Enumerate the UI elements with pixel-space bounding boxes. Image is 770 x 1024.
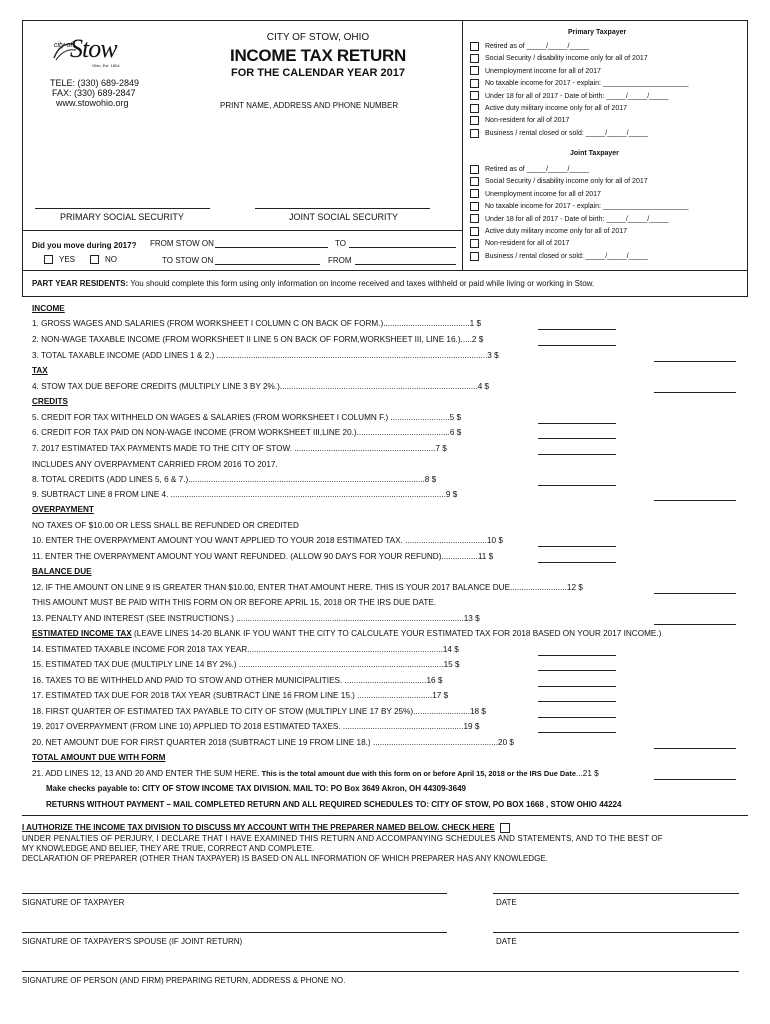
primary-option[interactable]	[470, 128, 689, 140]
option-label: No taxable income for 2017 - explain: ______________________	[485, 80, 689, 88]
line-11: 11. ENTER THE OVERPAYMENT AMOUNT YOU WANT REFUNDED. (ALLOW 90 DAYS FOR YOUR REFUND)................11 $	[32, 552, 494, 561]
primary-ssn-line[interactable]	[35, 208, 210, 209]
line-20-amount[interactable]	[654, 748, 736, 749]
to-stow-label: TO STOW ON	[162, 256, 214, 265]
line-18: 18. FIRST QUARTER OF ESTIMATED TAX PAYABLE TO CITY OF STOW (MULTIPLY LINE 17 BY 25%).........................18 $	[32, 707, 486, 716]
option-label: Under 18 for all of 2017 - Date of birth: _____/_____/_____	[485, 215, 669, 223]
line-21-due-note: This is the total amount due with this form on or before April 15, 2018 or the IRS Due Date	[261, 769, 576, 778]
frame-part-year-bottom	[22, 296, 748, 297]
no-label: NO	[105, 255, 117, 264]
option-label: No taxable income for 2017 - explain: ______________________	[485, 203, 689, 211]
authorize-row	[22, 823, 516, 833]
joint-option[interactable]	[470, 214, 689, 226]
logo-tagline: Ohio, Est. 1804	[92, 63, 120, 68]
primary-taxpayer-heading: Primary Taxpayer	[568, 29, 627, 36]
joint-option[interactable]	[470, 164, 689, 176]
line-20: 20. NET AMOUNT DUE FOR FIRST QUARTER 2018 (SUBTRACT LINE 19 FROM LINE 18.) .......................................................20 $	[32, 738, 514, 747]
frame-mid	[22, 270, 748, 271]
line-12-amount[interactable]	[654, 593, 736, 594]
checkbox[interactable]	[470, 165, 479, 174]
checkbox[interactable]	[470, 239, 479, 248]
spouse-signature-line[interactable]	[22, 932, 447, 933]
line-14-amount[interactable]	[538, 655, 616, 656]
joint-option[interactable]	[470, 226, 689, 238]
yes-checkbox[interactable]	[44, 255, 53, 264]
checkbox[interactable]	[470, 54, 479, 63]
line-17-amount[interactable]	[538, 701, 616, 702]
option-label: Unemployment income for all of 2017	[485, 190, 601, 198]
checkbox[interactable]	[470, 129, 479, 138]
preparer-signature-line[interactable]	[22, 971, 739, 972]
logo-name: Stow	[70, 34, 117, 63]
line-1: 1. GROSS WAGES AND SALARIES (FROM WORKSHEET I COLUMN C ON BACK OF FORM.)......................................1 $	[32, 319, 482, 328]
divider-bottom	[22, 815, 748, 816]
option-label: Business / rental closed or sold: _____/_____/_____	[485, 129, 649, 137]
estimated-note: (LEAVE LINES 14-20 BLANK IF YOU WANT THE CITY TO CALCULATE YOUR ESTIMATED TAX FOR 2018 BASED ON YOUR 2017 INCOME.)	[131, 629, 662, 638]
line-13-amount[interactable]	[654, 624, 736, 625]
line-18-amount[interactable]	[538, 717, 616, 718]
option-label: Active duty military income only for all of 2017	[485, 228, 628, 236]
joint-option[interactable]	[470, 238, 689, 250]
phone: TELE: (330) 689-2849	[50, 78, 140, 88]
joint-option[interactable]	[470, 176, 689, 188]
primary-taxpayer-options	[470, 41, 689, 140]
line-12-note: THIS AMOUNT MUST BE PAID WITH THIS FORM ON OR BEFORE APRIL 15, 2018 OR THE IRS DUE DATE.	[32, 598, 437, 607]
checkbox[interactable]	[470, 202, 479, 211]
section-balance-due: BALANCE DUE	[32, 567, 92, 576]
primary-option[interactable]	[470, 78, 689, 90]
line-21	[32, 769, 599, 778]
part-year-note	[32, 279, 594, 288]
line-1-amount[interactable]	[538, 329, 616, 330]
to-stow-input[interactable]	[215, 264, 320, 265]
authorize-checkbox[interactable]	[500, 823, 510, 833]
section-income: INCOME	[32, 304, 65, 313]
line-5: 5. CREDIT FOR TAX WITHHELD ON WAGES & SALARIES (FROM WORKSHEET I COLUMN F.) ..........................5 $	[32, 413, 461, 422]
checkbox[interactable]	[470, 91, 479, 100]
fax: FAX: (330) 689-2847	[52, 88, 136, 98]
line-7: 7. 2017 ESTIMATED TAX PAYMENTS MADE TO THE CITY OF STOW. ..............................................................7 $	[32, 444, 447, 453]
frame-right-2	[747, 270, 748, 296]
option-label: Social Security / disability income only for all of 2017	[485, 55, 648, 63]
line-10: 10. ENTER THE OVERPAYMENT AMOUNT YOU WANT APPLIED TO YOUR 2018 ESTIMATED TAX. ....................................10 $	[32, 536, 503, 545]
logo-swoosh-icon	[52, 40, 78, 62]
city-heading: CITY OF STOW, OHIO	[266, 32, 370, 43]
joint-ssn-line[interactable]	[255, 208, 430, 209]
line-12: 12. IF THE AMOUNT ON LINE 9 IS GREATER THAN $10.00, ENTER THAT AMOUNT HERE. THIS IS YOUR 2017 BALANCE DUE.........................12 $	[32, 583, 583, 592]
checks-payable: Make checks payable to: CITY OF STOW INCOME TAX DIVISION. MAIL TO: PO Box 3649 Akron, OH 44309-3649	[46, 784, 466, 793]
line-3-amount[interactable]	[654, 361, 736, 362]
taxpayer-date-label: DATE	[496, 898, 517, 907]
yes-label: YES	[59, 255, 76, 264]
line-13: 13. PENALTY AND INTEREST (SEE INSTRUCTIONS.) ....................................................................................................13 $	[32, 614, 480, 623]
part-year-text: You should complete this form using only information on income received and taxes withheld or paid while living or working in Stow.	[128, 279, 595, 288]
line-8-amount[interactable]	[538, 485, 616, 486]
checkbox[interactable]	[470, 42, 479, 51]
option-label: Business / rental closed or sold: _____/_____/_____	[485, 252, 649, 260]
line-14: 14. ESTIMATED TAXABLE INCOME FOR 2018 TAX YEAR......................................................................................14 $	[32, 645, 459, 654]
joint-option[interactable]	[470, 201, 689, 213]
line-9-amount[interactable]	[654, 500, 736, 501]
line-4: 4. STOW TAX DUE BEFORE CREDITS (MULTIPLY LINE 3 BY 2%.).......................................................................................4 $	[32, 382, 490, 391]
line-7-note: INCLUDES ANY OVERPAYMENT CARRIED FROM 2016 TO 2017.	[32, 460, 278, 469]
checkbox[interactable]	[470, 79, 479, 88]
option-label: Non-resident for all of 2017	[485, 240, 570, 248]
returns-without-payment: RETURNS WITHOUT PAYMENT – MAIL COMPLETED RETURN AND ALL REQUIRED SCHEDULES TO: CITY OF STOW, PO BOX 1668 , STOW OHIO 44224	[46, 800, 622, 809]
taxpayer-date-line[interactable]	[493, 893, 739, 894]
line-9: 9. SUBTRACT LINE 8 FROM LINE 4. .........................................................................................................................9 $	[32, 490, 458, 499]
option-label: Active duty military income only for all of 2017	[485, 105, 628, 113]
checkbox[interactable]	[470, 189, 479, 198]
authorize-text: I AUTHORIZE THE INCOME TAX DIVISION TO DISCUSS MY ACCOUNT WITH THE PREPARER NAMED BELOW. CHECK HERE	[22, 823, 495, 833]
joint-ssn-label: JOINT SOCIAL SECURITY	[289, 212, 399, 222]
to-input[interactable]	[349, 247, 456, 248]
option-label: Under 18 for all of 2017 - Date of birth: _____/_____/_____	[485, 92, 669, 100]
checkbox[interactable]	[470, 227, 479, 236]
line-8: 8. TOTAL CREDITS (ADD LINES 5, 6 & 7.)........................................................................................................8 $	[32, 475, 437, 484]
contact-block	[50, 78, 139, 108]
logo-script: city of	[54, 42, 73, 49]
primary-option[interactable]	[470, 115, 689, 127]
line-21-amount[interactable]	[654, 779, 736, 780]
part-year-label: PART YEAR RESIDENTS:	[32, 279, 129, 288]
line-16-amount[interactable]	[538, 686, 616, 687]
overpayment-note: NO TAXES OF $10.00 OR LESS SHALL BE REFUNDED OR CREDITED	[32, 521, 299, 530]
section-overpayment: OVERPAYMENT	[32, 505, 94, 514]
perjury-line-1: UNDER PENALTIES OF PERJURY, I DECLARE THAT I HAVE EXAMINED THIS RETURN AND ACCOMPANYING SCHEDULES AND STATEMENTS, AND TO THE BEST OF	[22, 834, 663, 843]
line-19-amount[interactable]	[538, 732, 616, 733]
primary-option[interactable]	[470, 66, 689, 78]
line-6-amount[interactable]	[538, 438, 616, 439]
joint-option[interactable]	[470, 189, 689, 201]
line-19: 19. 2017 OVERPAYMENT (FROM LINE 10) APPLIED TO 2018 ESTIMATED TAXES. .....................................................19 $	[32, 722, 480, 731]
line-21-text: 21. ADD LINES 12, 13 AND 20 AND ENTER THE SUM HERE.	[32, 769, 262, 778]
perjury-line-2: MY KNOWLEDGE AND BELIEF, THEY ARE TRUE, CORRECT AND COMPLETE.	[22, 844, 315, 853]
frame-right	[747, 20, 748, 270]
taxpayer-signature-line[interactable]	[22, 893, 447, 894]
checkbox[interactable]	[470, 214, 479, 223]
primary-option[interactable]	[470, 41, 689, 53]
page-title: INCOME TAX RETURN	[230, 46, 406, 65]
checkbox[interactable]	[470, 116, 479, 125]
line-6: 6. CREDIT FOR TAX PAID ON NON-WAGE INCOME (FROM WORKSHEET III,LINE 20.).........................................6 $	[32, 428, 462, 437]
line-5-amount[interactable]	[538, 423, 616, 424]
page-subtitle: FOR THE CALENDAR YEAR 2017	[231, 67, 405, 79]
website: www.stowohio.org	[56, 98, 129, 108]
option-label: Retired as of _____/_____/_____	[485, 43, 589, 50]
line-2-amount[interactable]	[538, 345, 616, 346]
line-15-amount[interactable]	[538, 670, 616, 671]
frame-left	[22, 20, 23, 270]
line-3: 3. TOTAL TAXABLE INCOME (ADD LINES 1 & 2.) .......................................................................................................................3 $	[32, 351, 499, 360]
option-label: Retired as of _____/_____/_____	[485, 166, 589, 173]
checkbox[interactable]	[470, 177, 479, 186]
yes-option[interactable]	[44, 255, 75, 264]
estimated-heading	[32, 629, 661, 638]
from-stow-label: FROM STOW ON	[150, 239, 214, 248]
option-label: Non-resident for all of 2017	[485, 117, 570, 125]
option-label: Social Security / disability income only for all of 2017	[485, 178, 648, 186]
ssn-divider	[22, 230, 462, 231]
no-checkbox[interactable]	[90, 255, 99, 264]
option-label: Unemployment income for all of 2017	[485, 67, 601, 75]
frame-divider	[462, 20, 463, 270]
checkbox[interactable]	[470, 104, 479, 113]
joint-option[interactable]	[470, 251, 689, 263]
to-label: TO	[335, 239, 346, 248]
spouse-date-line[interactable]	[493, 932, 739, 933]
primary-ssn-label: PRIMARY SOCIAL SECURITY	[60, 212, 184, 222]
line-21-ref: ...21 $	[575, 769, 599, 778]
primary-option[interactable]	[470, 53, 689, 65]
perjury-line-3: DECLARATION OF PREPARER (OTHER THAN TAXPAYER) IS BASED ON ALL INFORMATION OF WHICH PREPARER HAS ANY KNOWLEDGE.	[22, 854, 548, 863]
from-stow-input[interactable]	[215, 247, 328, 248]
joint-taxpayer-options	[470, 164, 689, 263]
spouse-date-label: DATE	[496, 937, 517, 946]
spouse-signature-label: SIGNATURE OF TAXPAYER'S SPOUSE (IF JOINT RETURN)	[22, 937, 243, 946]
primary-option[interactable]	[470, 103, 689, 115]
no-option[interactable]	[90, 255, 117, 264]
taxpayer-signature-label: SIGNATURE OF TAXPAYER	[22, 898, 125, 907]
section-total: TOTAL AMOUNT DUE WITH FORM	[32, 753, 166, 762]
line-7-amount[interactable]	[538, 454, 616, 455]
frame-top	[22, 20, 748, 21]
stow-logo	[40, 36, 130, 76]
checkbox[interactable]	[470, 252, 479, 261]
from-label: FROM	[328, 256, 352, 265]
frame-left-2	[22, 270, 23, 296]
move-question: Did you move during 2017?	[32, 241, 137, 250]
line-2: 2. NON-WAGE TAXABLE INCOME (FROM WORKSHEET II LINE 5 ON BACK OF FORM,WORKSHEET III, LINE 16.).....2 $	[32, 335, 484, 344]
title-block	[218, 32, 418, 79]
primary-option[interactable]	[470, 91, 689, 103]
line-17: 17. ESTIMATED TAX DUE FOR 2018 TAX YEAR (SUBTRACT LINE 16 FROM LINE 15.) .................................17 $	[32, 691, 449, 700]
section-credits: CREDITS	[32, 397, 68, 406]
from-input[interactable]	[355, 264, 456, 265]
section-tax: TAX	[32, 366, 48, 375]
line-15: 15. ESTIMATED TAX DUE (MULTIPLY LINE 14 BY 2%.) ..........................................................................................15 $	[32, 660, 460, 669]
preparer-signature-label: SIGNATURE OF PERSON (AND FIRM) PREPARING RETURN, ADDRESS & PHONE NO.	[22, 976, 346, 985]
checkbox[interactable]	[470, 66, 479, 75]
joint-taxpayer-heading: Joint Taxpayer	[570, 150, 619, 157]
line-16: 16. TAXES TO BE WITHHELD AND PAID TO STOW AND OTHER MUNICIPALITIES. ....................................16 $	[32, 676, 443, 685]
line-4-amount[interactable]	[654, 392, 736, 393]
print-prompt: PRINT NAME, ADDRESS AND PHONE NUMBER	[220, 101, 399, 110]
line-11-amount[interactable]	[538, 562, 616, 563]
section-estimated: ESTIMATED INCOME TAX	[32, 629, 132, 638]
line-10-amount[interactable]	[538, 546, 616, 547]
